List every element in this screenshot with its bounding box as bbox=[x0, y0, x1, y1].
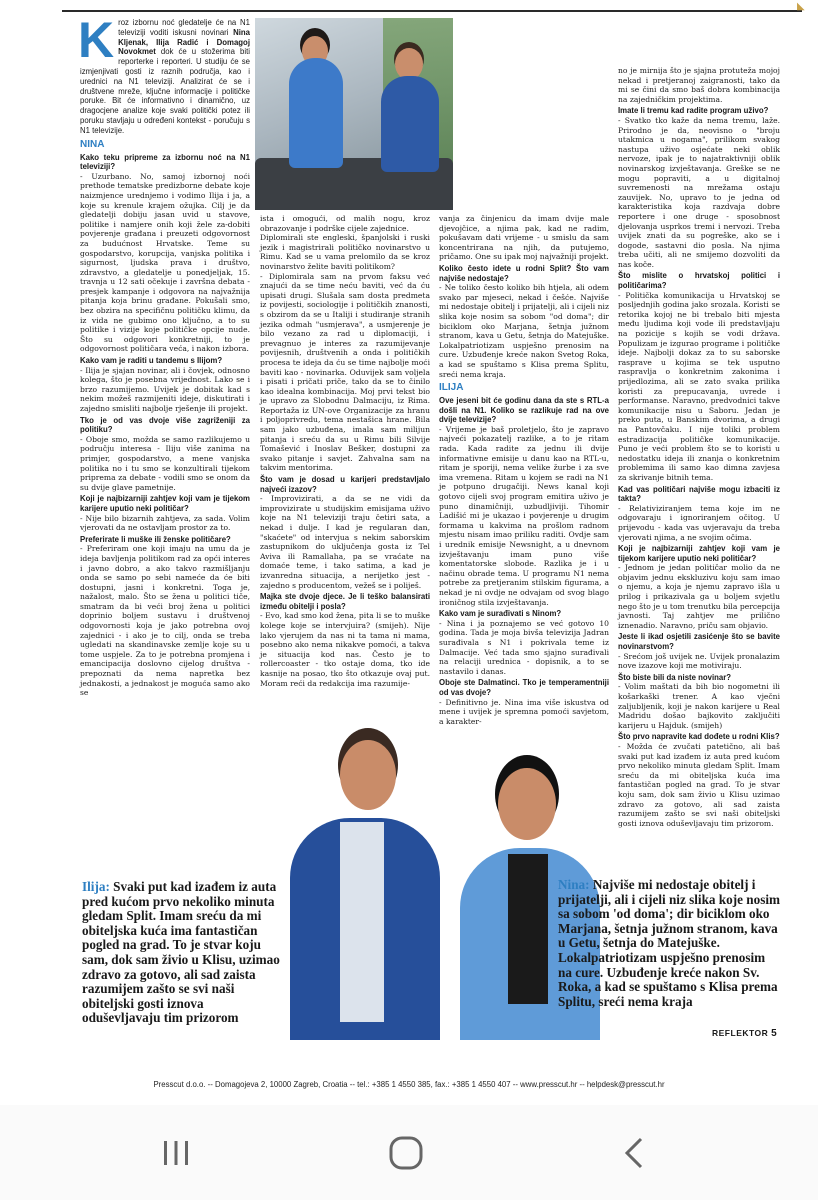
top-rule bbox=[62, 10, 802, 12]
answer: - Vrijeme je baš proletjelo, što je zapravo najveći pokazatelj razlike, a to je ritam rada. Kada radite za jednu ili dvije informativne emisije u danu kao na RTL-u, ritam je sporiji, nema velike žurbe i za sve ima vremena. Ritam u kojem se radi na N1 je potpuno drugačiji. News kanal koji gotovo cijeli svoj program emitira uživo je puno dinamičniji, uzbudljiviji. Tihomir Ladišić mi je ukazao i povjerenje u drugim formama u kakvima na prošlom radnom mjestu nisam imao priliku raditi. Ovdje sam i urednik emisije Newsnight, a u dnevnom izvještavanju imam puno više komentatorske slobode. Razlika je i u načinu obrade tema. U programu N1 nema potrebe za pretjeranim stilskim figurama, a nekad je ni ovdje ne odvajam od svog blago ironičnog stila izvještavanja. bbox=[439, 424, 609, 607]
drop-cap: K bbox=[78, 12, 115, 68]
man-shirt bbox=[340, 822, 384, 1022]
answer: - Diplomirala sam na prvom faksu već znajući da se time neću baviti, već da ću upisati drugi. Slušala sam dosta predmeta iz povijesti, sociologije i političkih znanosti, s obzirom da se u Italiji i studiranje stranih jezika odmah "usmjerava", a usmjerenje je bilo vezano za rad u diplomaciji, i prevagnuo je interes za razumijevanje povijesnih, društvenih a onda i političkih procesa te ideja da ću se time najbolje moći baviti kao - novinarka. Oduvijek sam voljela i pisati i pričati priče, tako da se to činilo kao idealna kombinacija. Moj prvi tekst bio je upravo za Slobodnu Dalmaciju, iz Rima. Reportaža iz UN-ove Organizacije za hranu i poljoprivredu, tema nestašica hrane. Bila sam jako uzbuđena, imala sam milijun pitanja i sreću da su u Rimu bili Silvije Tomašević i Inoslav Bešker, dostupni za svako pitanje i savjet. Zahvalna sam na takvim mentorima. bbox=[260, 271, 430, 473]
answer: - Volim maštati da bih bio nogometni ili košarkaški trener. A kao vječni zaljubljenik, koji je nakon karijere u Real Madridu došao bajkovito zaključiti karijeru u Hajduk. (smijeh) bbox=[618, 682, 780, 730]
answer: - Definitivno je. Nina ima više iskustva od mene i uvijek je spremna pomoći savjetom, a karakter- bbox=[439, 697, 609, 726]
answer: - Jednom je jedan političar molio da ne objavim jednu ekskluzivu koju sam imao o njemu, a koja je njemu zapravo išla u prilog i prikazivala ga u boljem svjetlu nego što je u tom trenutku bila percepcija javnosti. Taj zahtjev me prilično iznenadio. Naravno, priču sam objavio. bbox=[618, 563, 780, 630]
column-3-body bbox=[439, 214, 609, 726]
column-4-body bbox=[618, 66, 780, 828]
question: Koliko često idete u rodni Split? Što vam najviše nedostaje? bbox=[439, 263, 609, 283]
publication-brand bbox=[712, 1028, 777, 1039]
pull-quote-nina-text: Najviše mi nedostaje obitelj i prijatelji, ali i cijeli niz slika koje nosim sa sobom 'od doma'; dir biciklom oko Marjana, šetnja južnom stranom, kava u Getu, šetnja do Matejuške. Lokalpatriotizam uspješno prenosim na cure. Uzbuđenje kreće nakon Sv. Roka, a kad se spuštamo s Klisa prema Splitu, sreći nema kraja bbox=[558, 877, 780, 1009]
man-head-bottom bbox=[340, 740, 396, 810]
answer: ista i omogući, od malih nogu, kroz obrazovanje i podrške cijele zajednice. bbox=[260, 214, 430, 233]
question: Koji je najbizarniji zahtjev koji vam je tijekom karijere uputio neki političar? bbox=[80, 494, 250, 513]
answer: - Srećom još uvijek ne. Uvijek pronalazim nove izazove koji me motiviraju. bbox=[618, 651, 780, 671]
question: Što mislite o hrvatskoj politici i političarima? bbox=[618, 271, 780, 291]
question: Kad vas političari najviše mogu izbaciti iz takta? bbox=[618, 484, 780, 504]
android-nav-bar bbox=[0, 1105, 818, 1200]
pull-quote-ilija bbox=[82, 880, 282, 1026]
answer: Diplomirali ste engleski, španjolski i ruski jezik i magistrirali političko novinarstvo u Rimu. Kad se u vama prelomilo da se kroz novinarstvo želite baviti politikom? bbox=[260, 233, 430, 271]
brand-name: REFLEKTOR bbox=[712, 1028, 769, 1038]
question: Koji je najbizarniji zahtjev koji vam je tijekom karijere uputio neki političar? bbox=[618, 544, 780, 563]
woman-top bbox=[508, 854, 548, 1004]
home-button[interactable] bbox=[376, 1133, 436, 1173]
question: Oboje ste Dalmatinci. Tko je temperamentniji od vas dvoje? bbox=[439, 678, 609, 697]
answer: - Uzurbano. No, samoj izbornoj noći prethode tematske predizborne debate koje naizmjence urednjemo i vodimo Ilija i ja, a koje su krenule krajem ožujka. Cilj je da gledatelji dobiju jasan uvid u stavove, politike i namjere onih koji žele za-dobiti povjerenje građana i preuzeti odgovornost za budućnost Hrvatske. Teme su gospodarstvo, korupcija, vanjska politika i sigurnost, ljudska prava i društvo, zdravstvo, a gledatelje u ponedjeljak, 15. travnja u 12 sati očekuje i završna debata - presjek kampanje i odgovora na najvažnija pitanja koja brinu građane. Pokušali smo, bez obzira na specifičnu političku klimu, da iz vida ne gubimo ono ključno, a to su politike i vizije koje političke opcije nude. Što su odgovori konkretniji, to je odgovornost političara veća, i nakon izbora. bbox=[80, 171, 250, 354]
question: Ove jeseni bit će godinu dana da ste s RTL-a došli na N1. Koliko se razlikuje rad na ove dvije televizije? bbox=[439, 396, 609, 425]
answer: - Ilija je sjajan novinar, ali i čovjek, odnosno kolega, što je posebna vrijednost. Lako se i brzo razumijemo. Uvijek je dobitak kad s nekim možeš razmijeniti ideje, diskutirati i zajedno smisliti najbolje rješenje ili projekt. bbox=[80, 365, 250, 413]
answer: - Politička komunikacija u Hrvatskoj se posljednjih godina jako srozala. Koristi se retorika kojoj ne bi trebalo biti mjesta među ljudima koji vode ili predstavljaju na pozicije s kojih se vodi država. Populizam je izgurao programe i političke ideje. Najbolji dokaz za to su saborske rasprave u kojima se tek usputno raspravlja o konkretnim zakonima i prijedlozima, ali se zato svaka prilika koristi za prepucavanja, uvrede i performanse. Naravno, predvodnici takve komunikacije nisu u Saboru. Jedan je preko puta, u Banskim dvorima, a drugi na Pantovčaku. I nije toliki problem estradizacija političke komunikacije. Puno je veći problem što se to koristi u nedostatku ideja ili znanja o konkretnim problemima ili samo kao dimna zavjesa za skrivanje bitnih tema. bbox=[618, 290, 780, 482]
woman-figure bbox=[289, 58, 343, 168]
answer: - Ne toliko često koliko bih htjela, ali odem svako par mjeseci, nekad i češće. Najviše mi nedostaje obitelj i prijatelji, ali i cijeli niz slika koje nosim sa sobom "od doma"; dir biciklom oko Marjana, šetnja južnom stranom, kava u Getu, šetnja do Matejuške. Lokalpatriotizam uspješno prenosim na cure. Uzbuđenje kreće nakon Svetog Roka, a kad se spuštamo s Klisa prema Splitu, sreći nema kraja. bbox=[439, 283, 609, 379]
answer: - Improvizirati, a da se ne vidi da improvizirate u studijskim emisijama uživo koje na N1 televiziji traju četiri sata, a nekad i dulje. I kad je regularan dan, "skaćete" od intervjua s nekim saborskim zastupnikom do uključenja gosta iz Tel Aviva ili Ramallaha, pa se vraćate na domaće teme, i tako satima, a kad je izvanredna situacija, a nerijetko jest - zajedno s producentom, vežeš se i poliješ. bbox=[260, 494, 430, 590]
intro-names: Nina Kljenak, Ilija Radić i Domagoj Novokmet bbox=[118, 27, 250, 57]
recent-apps-button[interactable] bbox=[146, 1133, 206, 1173]
question: Što biste bili da niste novinar? bbox=[618, 672, 732, 682]
answer: no je mirnija što je sjajna protuteža mojoj nekad i pretjeranoj zaigranosti, tako da mi se čini da smo baš dobra kombinacija na zajedničkim projektima. bbox=[618, 66, 780, 104]
intro-paragraph bbox=[78, 12, 250, 136]
answer: - Možda će zvučati patetično, ali baš svaki put kad izađem iz auta pred kućom prvo nekoliko minuta gledam Split. Imam sreću da mi obiteljska kuća ima fantastičan pogled na grad. To je stvar koju sam, dok sam živio u Klisu uzimao zdravo za gotovo, ali sad zaista razumijem zašto se svi naši obiteljski gosti iznova oduševljavaju tim prizorom. bbox=[618, 741, 780, 828]
question: Kako teku pripreme za izbornu noć na N1 televiziji? bbox=[80, 152, 250, 172]
pull-quote-ilija-text: Svaki put kad izađem iz auta pred kućom prvo nekoliko minuta gledam Split. Imam sreću da mi obiteljska kuća ima fantastičan pogled na grad. To je stvar koju sam, dok sam živio u Klisu, uzimao zdravo za gotovo, ali sad zaista razumijem zašto se svi naši obiteljski gosti iznova oduševljavaju tim prizorom bbox=[82, 879, 280, 1026]
question: Jeste li ikad osjetili zasićenje što se bavite novinarstvom? bbox=[618, 632, 780, 652]
answer: vanja za činjenicu da imam dvije male djevojčice, a njima pak, kad ne radim, pokušavam dati vrijeme - u smislu da sam koncentrirana na njih, da putujemo, pričamo. One su ipak moj najvažniji projekt. bbox=[439, 214, 609, 262]
section-heading-nina: NINA bbox=[80, 138, 105, 150]
intro-pre: roz izbornu noć gledatelje će na N1 televiziji voditi iskusni novinari bbox=[118, 18, 250, 37]
recent-apps-icon bbox=[158, 1135, 194, 1171]
answer: - Oboje smo, možda se samo razlikujemo u području interesa - Iliju više zanima na primjer, gospodarstvo, a mene vanjska politika no i tu smo se konzultirali tijekom priprema za debate - vodili smo se onom da su dvije glave pametnije. bbox=[80, 434, 250, 492]
answer: - Evo, kad smo kod žena, pita li se to muške kolege koje se intervjuira? (smijeh). Nije lako vjerujem da nas ni ta tama ni mama, posebno ako nema nikakve pomoći, a takva je situacija kod nas. Često je to rollercoaster - tko ostaje doma, tko ide kasnije na posao, tko što otkazuje ovaj put. Moram reći da redakcija ima razumije- bbox=[260, 611, 430, 688]
answer: - Nije bilo bizarnih zahtjeva, za sada. Volim vjerovati da ne ostavljam prostor za to. bbox=[80, 513, 250, 533]
question: Tko je od vas dvoje više zagriženiji za politiku? bbox=[80, 415, 250, 435]
question: Kako vam je raditi u tandemu s Ilijom? bbox=[80, 356, 223, 366]
top-photo bbox=[255, 18, 453, 210]
answer: - Preferiram one koji imaju na umu da je ideja bavljenja politikom rad za opći interes i javno dobro, a ako takvo razmišljanju onda se samo po sebi nameće da će biti dostupni, jasni i konkretni. Toga je, nažalost, malo. Što se žena u politici tiče, smatram da bi veći broj žena u politici doprinio boljem sustavu i društvenoj odgovornosti koja je jako potrebna ovoj zajednici - i ako je to cilj, onda se treba ugledati na skandinavske zemlje koje su u tome uspjele. Za to je potrebna promjena i emancipacija doslovno cijelog društva - prepoznati da nema napretka bez jednakosti, a jednakost je moguća samo ako se bbox=[80, 544, 250, 698]
pull-quote-nina-name: Nina: bbox=[558, 877, 590, 892]
article-page bbox=[78, 12, 780, 1040]
answer: - Relativiziranjem tema koje im ne odgovaraju i ignoriranjem očitog. U prijevodu - kada vas uvjeravaju da treba vjerovati njima, a ne svojim očima. bbox=[618, 503, 780, 542]
man-figure bbox=[381, 76, 439, 172]
corner-marker-icon: ◣ bbox=[797, 1, 805, 12]
question: Imate li tremu kad radite program uživo? bbox=[618, 106, 769, 116]
pull-quote-nina bbox=[558, 878, 780, 1009]
pull-quote-ilija-name: Ilija: bbox=[82, 879, 110, 894]
back-button[interactable] bbox=[605, 1133, 665, 1173]
column-1-body bbox=[80, 153, 250, 698]
home-icon bbox=[386, 1133, 426, 1173]
intro-post: dok će u stožerima biti reporterke i reporteri. U studiju će se izmjenjivati gosti iz raznih područja, kao i urednici na N1 televiziji. Analizirat će se i društvene mreže, ključne informacije i političke poruke. Bit će informativno i dinamično, uz dragocjene analize koje svaki politički potez ili poruku stavljaju u određeni kontekst - poručuju s N1 televizije. bbox=[80, 47, 250, 135]
column-2 bbox=[260, 214, 430, 754]
answer: - Nina i ja poznajemo se već gotovo 10 godina. Tada je moja bivša televizija Jadran surađivala s N1 i pokrivala teme iz Dalmacije. Već tada smo sjajno surađivali na relaciji urednica - dopisnik, a to se nastavilo i danas. bbox=[439, 618, 609, 676]
answer: - Svatko tko kaže da nema tremu, laže. Prirodno je da, neovisno o "broju utakmica u nogama", prilikom svakog nastupa uživo osjećate neki oblik nervoze, ipak je to najatraktivniji oblik novinarskog izvještavanja. Greške se ne mogu popraviti, a u digitalnoj suvremenosti na mrežama ostaju zauvijek. No, upravo to je jedna od karakteristika koja razdvaja dobre reportere i one druge - sposobnost djelovanja usprkos tremi i nervozi. Treba uvijek znati da su pogreške, ako se i dogode, sastavni dio posla. Na njima treba učiti, ali ne smijemo dozvoliti da nas koče. bbox=[618, 115, 780, 269]
column-3 bbox=[439, 214, 609, 774]
woman-head-bottom bbox=[498, 768, 556, 840]
section-heading: ILIJA bbox=[439, 382, 464, 394]
question: Preferirate li muške ili ženske političare? bbox=[80, 534, 231, 544]
column-1 bbox=[78, 12, 250, 1028]
question: Majka ste dvoje djece. Je li teško balansirati između obitelji i posla? bbox=[260, 592, 430, 611]
question: Što prvo napravite kad dođete u rodni Klis? bbox=[618, 732, 780, 742]
column-2-body bbox=[260, 214, 430, 688]
presscut-footer: Presscut d.o.o. -- Domagojeva 2, 10000 Zagreb, Croatia -- tel.: +385 1 4550 385, fax.: +385 1 4550 407 -- www.presscut.hr -- helpdesk@presscut.hr bbox=[153, 1080, 665, 1089]
column-4 bbox=[618, 66, 780, 828]
back-icon bbox=[617, 1135, 653, 1171]
page-number: 5 bbox=[771, 1028, 778, 1039]
question: Kako vam je surađivati s Ninom? bbox=[439, 609, 562, 619]
question: Što vam je dosad u karijeri predstavljalo najveći izazov? bbox=[260, 475, 430, 494]
